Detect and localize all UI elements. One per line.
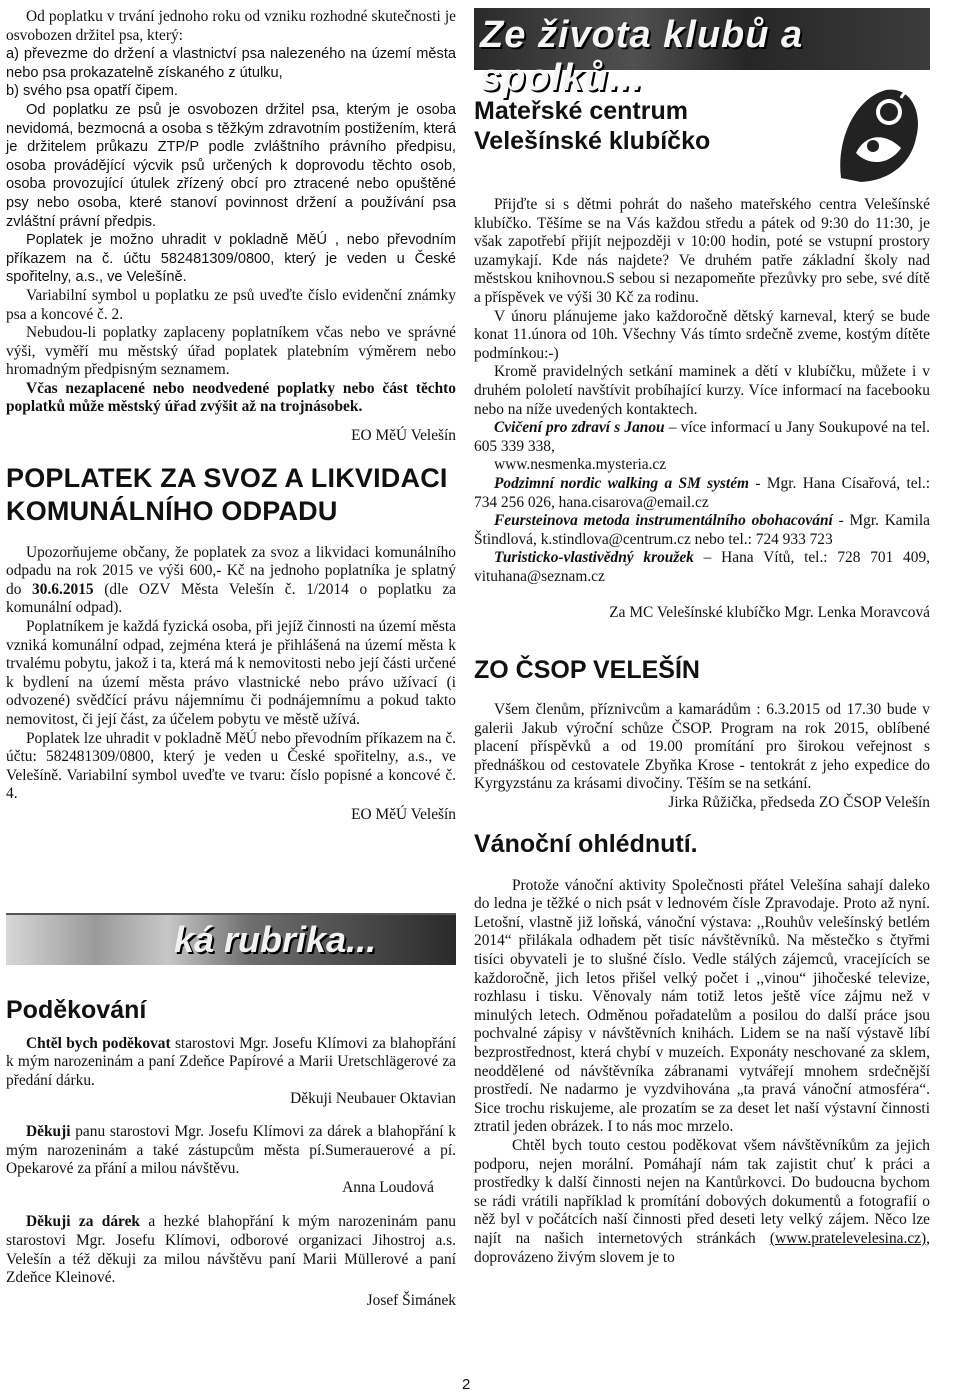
mc-signature: Za MC Velešínské klubíčko Mgr. Lenka Moravcová	[609, 604, 930, 622]
thanks-entry-3-signature: Josef Šimánek	[366, 1291, 456, 1309]
mc-paragraph-2: V únoru plánujeme jako každoročně dětský karneval, který se bude konat 11.února od 10h. Všechny Vás tímto srdečně zveme, kostým dítěte podmínkou:-)	[474, 307, 930, 362]
waste-fee-paragraph-1: Upozorňujeme občany, že poplatek za svoz a likvidaci komunálního odpadu na rok 2015 ve výši 600,- Kč na jednoho poplatníka je splatný do 30.6.2015 (dle OZV Města Velešín č. 1/2014 o poplatku za komunální odpad).	[6, 543, 456, 617]
page-number: 2	[462, 1376, 471, 1393]
waste-fee-due-date: 30.6.2015	[32, 580, 94, 598]
thanks-title: Poděkování	[6, 995, 147, 1024]
dog-fee-paragraph-3: Poplatek je možno uhradit v pokladně MěÚ , nebo převodním příkazem na č. účtu 582481309/0800, který je veden u České spořitelny, a.s., ve Velešíně.	[6, 232, 456, 286]
mc-paragraph-3: Kromě pravidelných setkání maminek a dětí v klubíčku, můžete i v druhém pololetí navštívit probíhající kurzy. Více informací na facebooku nebo na níže uvedených kontaktech.	[474, 363, 930, 418]
thanks-entry-2: Děkuji panu starostovi Mgr. Josefu Klímovi za dárek a blahopřání k mým narozeninám a také zástupcům města pí.Sumerauerové a pí. Opekarové za přání a milou návštěvu.	[6, 1122, 456, 1178]
mc-course-1-web: www.nesmenka.mysteria.cz	[494, 456, 667, 474]
clubs-banner	[474, 8, 930, 99]
thanks-entry-1-signature: Děkuji Neubauer Oktavian	[290, 1090, 456, 1108]
xmas-website-link[interactable]: (www.pratelevelesina.cz)	[769, 1229, 927, 1247]
waste-fee-paragraph-3: Poplatek lze uhradit v pokladně MěÚ nebo převodním příkazem na č. účtu: 582481309/0800, který je veden u České spořitelny, a.s., ve Velešíně. Variabilní symbol uveďte ve tvaru: číslo popisné a koncové č. 4.	[6, 729, 456, 803]
mc-title-line-1: Mateřské centrum	[474, 97, 688, 125]
dog-fee-paragraph-2: Od poplatku ze psů je osvobozen držitel psa, kterým je osoba nevidomá, bezmocná a osoba s těžkým zdravotním postižením, která je držitelem průkazu ZTP/P podle zvláštního právního předpisu, osoba provádějící výcvik psů určených k doprovodu těchto osob, osoba provozující útulek zřízený obcí pro ztracené nebo opuštěné psy nebo osoba, které stanoví povinnost držení a používání psa zvláštní právní předpis.	[6, 101, 456, 230]
left-column	[6, 8, 456, 1310]
xmas-paragraph-2: Chtěl bych touto cestou poděkovat všem návštěvníkům za jejich podporu, nejen morální. Pomáhají nám tak zajistit chuť k práci a prostředky k další činnosti nejen na Kantůrkovci. Do budoucna bychom se rádi vrátili například k promítání dobových dokumentů a fotografií o něž byl v počátcích naší činnosti před deseti lety velký zájem. Něco lze najít na našich internetových stránkách (www.pratelevelesina.cz), doprovázeno živým slovem je to	[474, 1136, 930, 1266]
dog-fee-paragraph-5: Nebudou-li poplatky zaplaceny poplatníkem včas nebo ve správné výši, vyměří mu městský úřad poplatek platebním výměrem nebo hromadným předpisným seznamem.	[6, 324, 456, 379]
waste-fee-paragraph-2: Poplatníkem je každá fyzická osoba, při jejíž činnosti na území města vzniká komunální odpad, zejména která je přihlášená na území města k trvalému pobytu, jakož i ta, která má k nemovitosti nebo její části určené k bydlení na území města právo vlastnické nebo právo užívací (i odvozené) svědčící právu nájemnímu či podnájemnímu a pokud takto nemovitost, či její část, za účelem pobytu ve městě užívá.	[6, 618, 456, 728]
dog-fee-item-b: b) svého psa opatří čipem.	[6, 83, 178, 100]
dog-fee-paragraph-1: Od poplatku v trvání jednoho roku od vzniku rozhodné skutečnosti je osvobozen držitel psa, který:	[6, 8, 456, 44]
mc-course-3: Feursteinova metoda instrumentálního obohacování - Mgr. Kamila Štindlová, k.stindlova@centrum.cz nebo tel.: 724 933 723	[474, 512, 930, 548]
mc-course-2: Podzimní nordic walking a SM systém - Mgr. Hana Císařová, tel.: 734 256 026, hana.cisarova@email.cz	[474, 474, 930, 511]
dog-fee-item-a: a) převezme do držení a vlastnictví psa nalezeného na území města nebo psa prokazatelně získaného z útulku,	[6, 46, 456, 81]
mc-title-line-2: Velešínské klubíčko	[474, 127, 711, 155]
csop-signature: Jirka Růžička, předseda ZO ČSOP Velešín	[668, 794, 930, 812]
thanks-entry-3: Děkuji za dárek a hezké blahopřání k mým narozeninám panu starostovi Mgr. Josefu Klímovi, odborové organizaci Jihostroj a.s. Velešín a též děkuji za milou návštěvu paní Marii Müllerové a paní Zdeňce Kleinové.	[6, 1213, 456, 1287]
rubric-banner	[6, 913, 456, 965]
csop-title: ZO ČSOP VELEŠÍN	[474, 656, 700, 685]
dog-fee-paragraph-4: Variabilní symbol u poplatku ze psů uveďte číslo evidenční známky psa a koncové č. 2.	[6, 286, 456, 323]
dog-fee-warning: Včas nezaplacené nebo neodvedené poplatky nebo část těchto poplatků může městský úřad zvýšit až na trojnásobek.	[6, 379, 456, 416]
mc-course-4: Turisticko-vlastivědný kroužek – Hana Vítů, tel.: 728 701 409, vituhana@seznam.cz	[474, 549, 930, 585]
waste-fee-title-line-2: KOMUNÁLNÍHO ODPADU	[6, 495, 338, 526]
clubs-banner-text: Ze života klubů a spolků...	[480, 14, 804, 99]
waste-fee-title-line-1: POPLATEK ZA SVOZ A LIKVIDACI	[6, 462, 448, 493]
thanks-entry-1: Chtěl bych poděkovat starostovi Mgr. Josefu Klímovi za blahopřání k mým narozeninám a paní Zdeňce Papírové a Marii Uretschlägerové za předání dárku.	[6, 1034, 456, 1089]
xmas-title: Vánoční ohlédnutí.	[474, 829, 698, 858]
xmas-paragraph-1: Protože vánoční aktivity Společnosti přátel Velešína sahají daleko do ledna je těžké o nich psát v lednovém čísle Zpravodaje. Proto až nyní. Letošní, vlastně již loňská, vánoční výstava: ,,Rouhův velešínský betlém 2014“ přilákala odhadem pět tisíc návštěvníků. Na městečko s čtyřmi tisíci obyvateli je to slušné číslo. Vedle stálých zájemců, vracejících se každoročně, jich letos přišel velký počet i ,,vinou“ jihočeské televize, rozhlasu i tisku. Věnovaly nám totiž letos ještě více zájmu než v minulých letech. Odměnou pořadatelům a posilou do další práce jsou pochvalné zápisy v návštěvních knihách. Lidem se na naší výstavě líbí bezprostřednost, která chybí v muzeích. Exponáty neschované za sklem, neoddělené od návštěvníka zábranami vytvářejí mnohem srdečnější prostředí. Ne nadarmo je vyzdvihována „ta pravá vánoční atmosféra“. Sice trochu riskujeme, ale prozatím se za deset let naší výstavní činnosti ztratil jeden obrázek. I to nás moc mrzelo.	[474, 876, 930, 1136]
mother-child-logo-icon	[831, 78, 926, 188]
right-column	[474, 8, 930, 1267]
rubric-banner-text: ká rubrika...	[174, 918, 377, 960]
mc-paragraph-1: Přijďte si s dětmi pohrát do našeho mateřského centra Velešínské klubíčko. Těšíme se na Vás každou středu a pátek od 9:30 do 11:30, je však zapotřebí přijít nejpozději v 10:00 hodin, poté se vstupní prostory uzamykají. Kde nás najdete? Ve druhém patře základní školy nad městskou knihovnou.S sebou si nezapomeňte přezůvky pro sebe, své dítě a příspěvek ve výši 30 Kč za rodinu.	[474, 196, 930, 306]
waste-fee-signature: EO MěÚ Velešín	[351, 805, 456, 823]
dog-fee-signature: EO MěÚ Velešín	[351, 427, 456, 445]
mc-course-1: Cvičení pro zdraví s Janou – více informací u Jany Soukupové na tel. 605 339 338,	[474, 419, 931, 455]
csop-paragraph: Všem členům, příznivcům a kamarádům : 6.3.2015 od 17.30 bude v galerii Jakub výroční schůze ČSOP. Program na rok 2015, oblíbené placení příspěvků a od 19.00 promítání pro širokou veřejnost s přednáškou od cestovatele Zbyňka Krose - tentokrát z jeho expedice do Kyrgyzstánu za krásami divočiny. Těším se na setkání.	[474, 701, 930, 793]
thanks-entry-2-signature: Anna Loudová	[342, 1178, 434, 1196]
